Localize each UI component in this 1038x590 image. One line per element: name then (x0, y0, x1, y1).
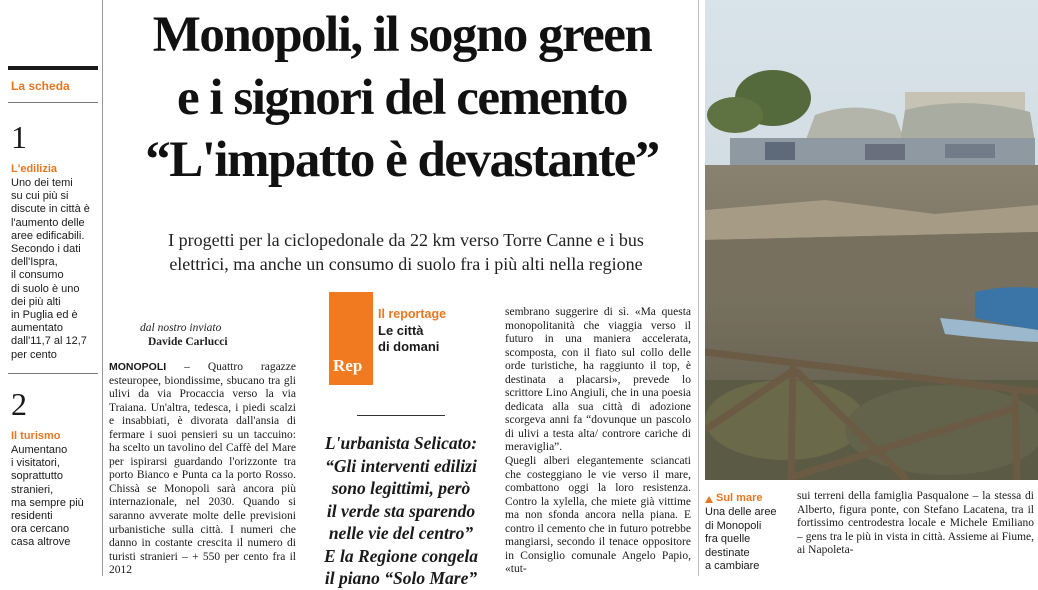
column-rule (698, 0, 699, 576)
article-column-5: sui terreni della famiglia Pasqualone – la stessa di Alberto, figura ponte, con Stefano Lacatena, tra il fortissimo centrodestra locale e Michele Emiliano – gens tra le più in vista in città. Assieme ai Fiume, ai Napoleta- (797, 490, 1034, 557)
sidebar-item-2-heading: Il turismo (11, 430, 61, 442)
article-column-1 (109, 361, 296, 576)
coastal-photo-illustration (705, 0, 1038, 480)
sidebar-top-rule (8, 66, 98, 70)
sidebar-title: La scheda (11, 79, 70, 93)
sidebar-divider (8, 102, 98, 103)
pull-quote: L'urbanista Selicato: “Gli interventi edilizi sono legittimi, però il verde sta sparendo nelle vie del centro” E la Regione congela il piano “Solo Mare” (323, 433, 479, 588)
caption-triangle-icon (705, 496, 713, 503)
sidebar-item-1-text: Uno dei temi su cui più si discute in città è l'aumento delle aree edificabili. Secondo i dati dell'Ispra, il consumo di suolo è uno dei più alti in Puglia ed è aumentato dall'11,7 al 12,7 per cento (11, 177, 90, 361)
sidebar-item-2-number: 2 (11, 386, 27, 422)
deck-line-2: elettrici, ma anche un consumo di suolo fra i più alti nella regione (169, 254, 643, 274)
headline-line-3: “L'impatto è devastante” (145, 132, 659, 188)
sidebar-item-1-heading: L'edilizia (11, 163, 58, 175)
byline-from: dal nostro inviato (140, 322, 222, 334)
article-dateline: MONOPOLI (109, 361, 167, 373)
sidebar-item-2-text: Aumentano i visitatori, soprattutto stranieri, ma sempre più residenti ora cercano casa altrove (11, 444, 84, 549)
photo-caption-heading: Sul mare (716, 492, 763, 504)
deck-line-1: I progetti per la ciclopedonale da 22 km verso Torre Canne e i bus (168, 230, 644, 250)
pull-quote-rule (357, 415, 445, 416)
headline-line-2: e i signori del cemento (177, 70, 627, 126)
sidebar-item-1-number: 1 (11, 119, 27, 155)
reportage-title: Le città di domani (378, 323, 440, 354)
article-column-1-text: – Quattro ragazze esteuropee, biondissime, sbucano tra gli ulivi da via Procaccia verso la via Traiana. Un'altra, tedesca, i piedi scalzi e insabbiati, è divorata dall'ansia di fermare i suoi pensieri su un taccuino: ha scelto un tavolino del Caffè del Mare per ispirarsi guardando l'orizzonte tra porto Bianco e Punta ca la porto Rosso. Chissà se Monopoli sarà ancora più internazionale, nel 2030. Quando si saranno avverate molte delle previsioni urbanistiche sulla città. I numeri che danno in costante crescita il numero di turisti stranieri – + 550 per cento fra il 2012 (109, 361, 296, 576)
sidebar-scheda (0, 0, 100, 576)
headline-line-1: Monopoli, il sogno green (152, 7, 652, 63)
coastal-photo (705, 0, 1038, 480)
article-column-3: sembrano suggerire di sì. «Ma questa monopolitanità che viaggia verso il futuro in una maniera accelerata, scomposta, con il fiato sul collo delle orde turistiche, ha raggiunto il top, è destinata a placarsi», prevede lo scrittore Lino Angiuli, che in una poesia dedicata alla sua città di adozione scorgeva anni fa “dovunque un pascolo di ulivi a testa alta/ controre cariche di meraviglia”. Quegli alberi elegantemente sciancati che costeggiano le vie verso il mare, combattono oggi la loro resistenza. Contro la xylella, che miete già vittime ma non sfonda ancora nella piana. E contro il cemento che in futuro potrebbe mangiarsi, secondo il tenace oppositore in Consiglio comunale Angelo Papio, «tut- (505, 306, 691, 576)
byline-author: Davide Carlucci (148, 336, 228, 348)
rep-logo: Rep (333, 356, 363, 375)
photo-caption-text: Una delle aree di Monopoli fra quelle destinate a cambiare (705, 506, 777, 572)
sidebar-divider (8, 373, 98, 374)
column-rule (102, 0, 103, 576)
reportage-kicker: Il reportage (378, 307, 447, 321)
